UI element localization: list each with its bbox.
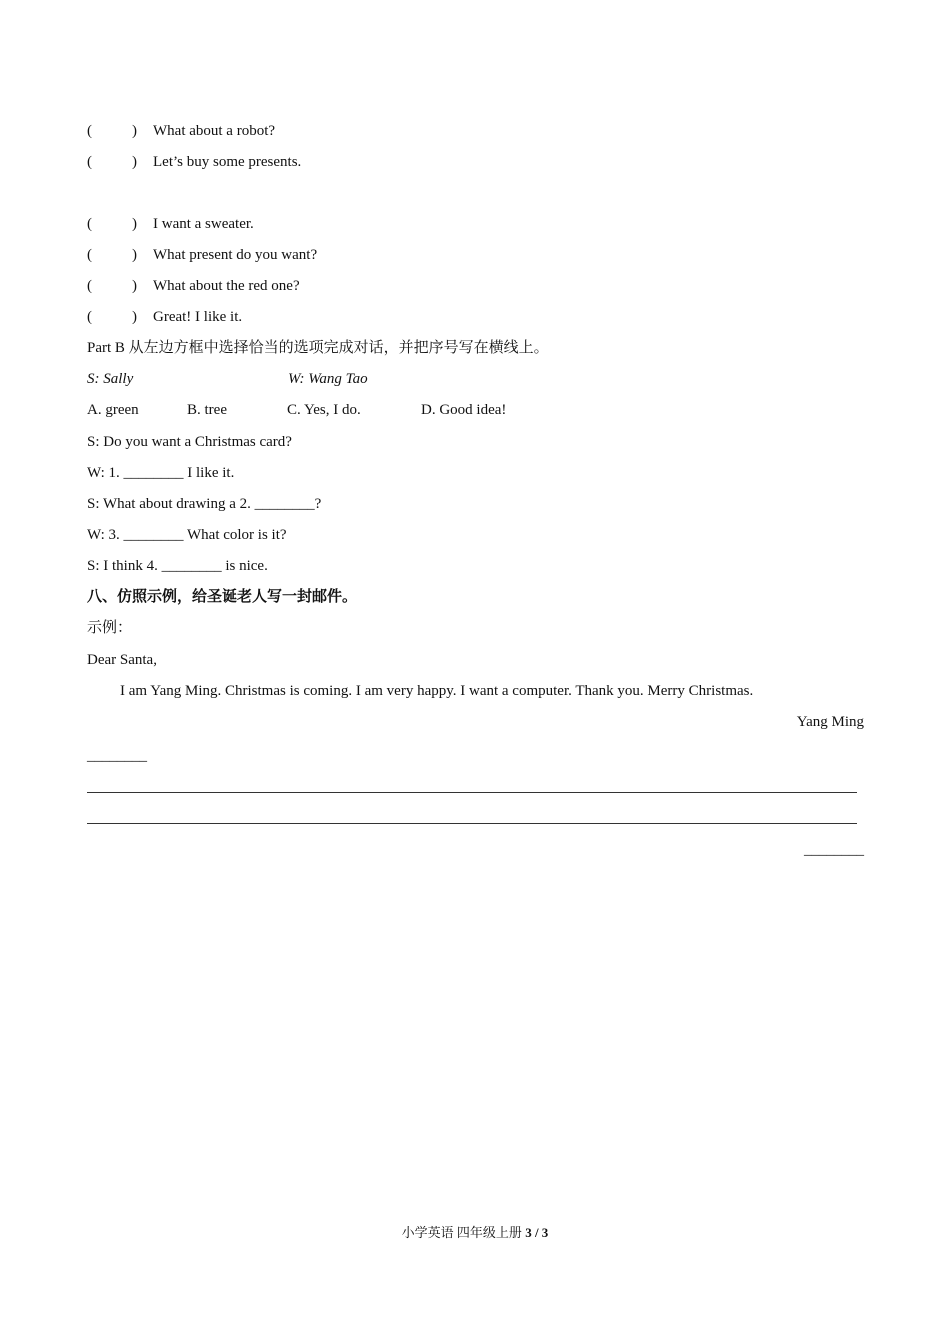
dialogue-line-3: S: What about drawing a 2. ________? (87, 496, 322, 512)
option-c: C. Yes, I do. (287, 402, 361, 418)
blank-signature: ________ (804, 842, 864, 858)
dialogue-line-5: S: I think 4. ________ is nice. (87, 558, 268, 574)
dialogue-line-2: W: 1. ________ I like it. (87, 465, 235, 481)
footer-text: 小学英语 四年级上册 (401, 1225, 526, 1240)
item-text: I want a sweater. (153, 216, 254, 232)
matching-item-2 (87, 152, 301, 172)
item-text: What about the red one? (153, 278, 300, 294)
item-text: What about a robot? (153, 123, 276, 139)
option-d: D. Good idea! (421, 402, 507, 418)
example-label: 示例： (87, 620, 133, 636)
item-text: Let’s buy some presents. (153, 154, 302, 170)
answer-parens: ( ) (87, 123, 137, 139)
matching-item-1 (87, 121, 275, 141)
speaker-sally: S: Sally (87, 371, 134, 387)
dialogue-line-1: S: Do you want a Christmas card? (87, 434, 292, 450)
answer-parens: ( ) (87, 278, 137, 294)
answer-parens: ( ) (87, 247, 137, 263)
writing-line-1 (87, 792, 857, 793)
page-footer (0, 1224, 950, 1242)
matching-item-3 (87, 214, 254, 234)
blank-greeting: ________ (87, 748, 147, 764)
letter-body: I am Yang Ming. Christmas is coming. I am very happy. I want a computer. Thank you. Merry Christmas. (120, 683, 754, 699)
section-8-title: 八、仿照示例，给圣诞老人写一封邮件。 (87, 589, 358, 605)
answer-parens: ( ) (87, 216, 137, 232)
page-number: 3 / 3 (525, 1225, 549, 1240)
option-a: A. green (87, 402, 139, 418)
letter-signature: Yang Ming (796, 714, 864, 730)
matching-item-5 (87, 276, 300, 296)
option-b: B. tree (187, 402, 227, 418)
matching-item-4 (87, 245, 317, 265)
item-text: Great! I like it. (153, 309, 243, 325)
answer-parens: ( ) (87, 309, 137, 325)
writing-line-2 (87, 823, 857, 824)
speaker-wang-tao: W: Wang Tao (288, 371, 368, 387)
item-text: What present do you want? (153, 247, 318, 263)
letter-greeting: Dear Santa, (87, 652, 157, 668)
dialogue-line-4: W: 3. ________ What color is it? (87, 527, 287, 543)
matching-item-6 (87, 307, 242, 327)
partb-title: Part B 从左边方框中选择恰当的选项完成对话，并把序号写在横线上。 (87, 340, 549, 356)
answer-parens: ( ) (87, 154, 137, 170)
